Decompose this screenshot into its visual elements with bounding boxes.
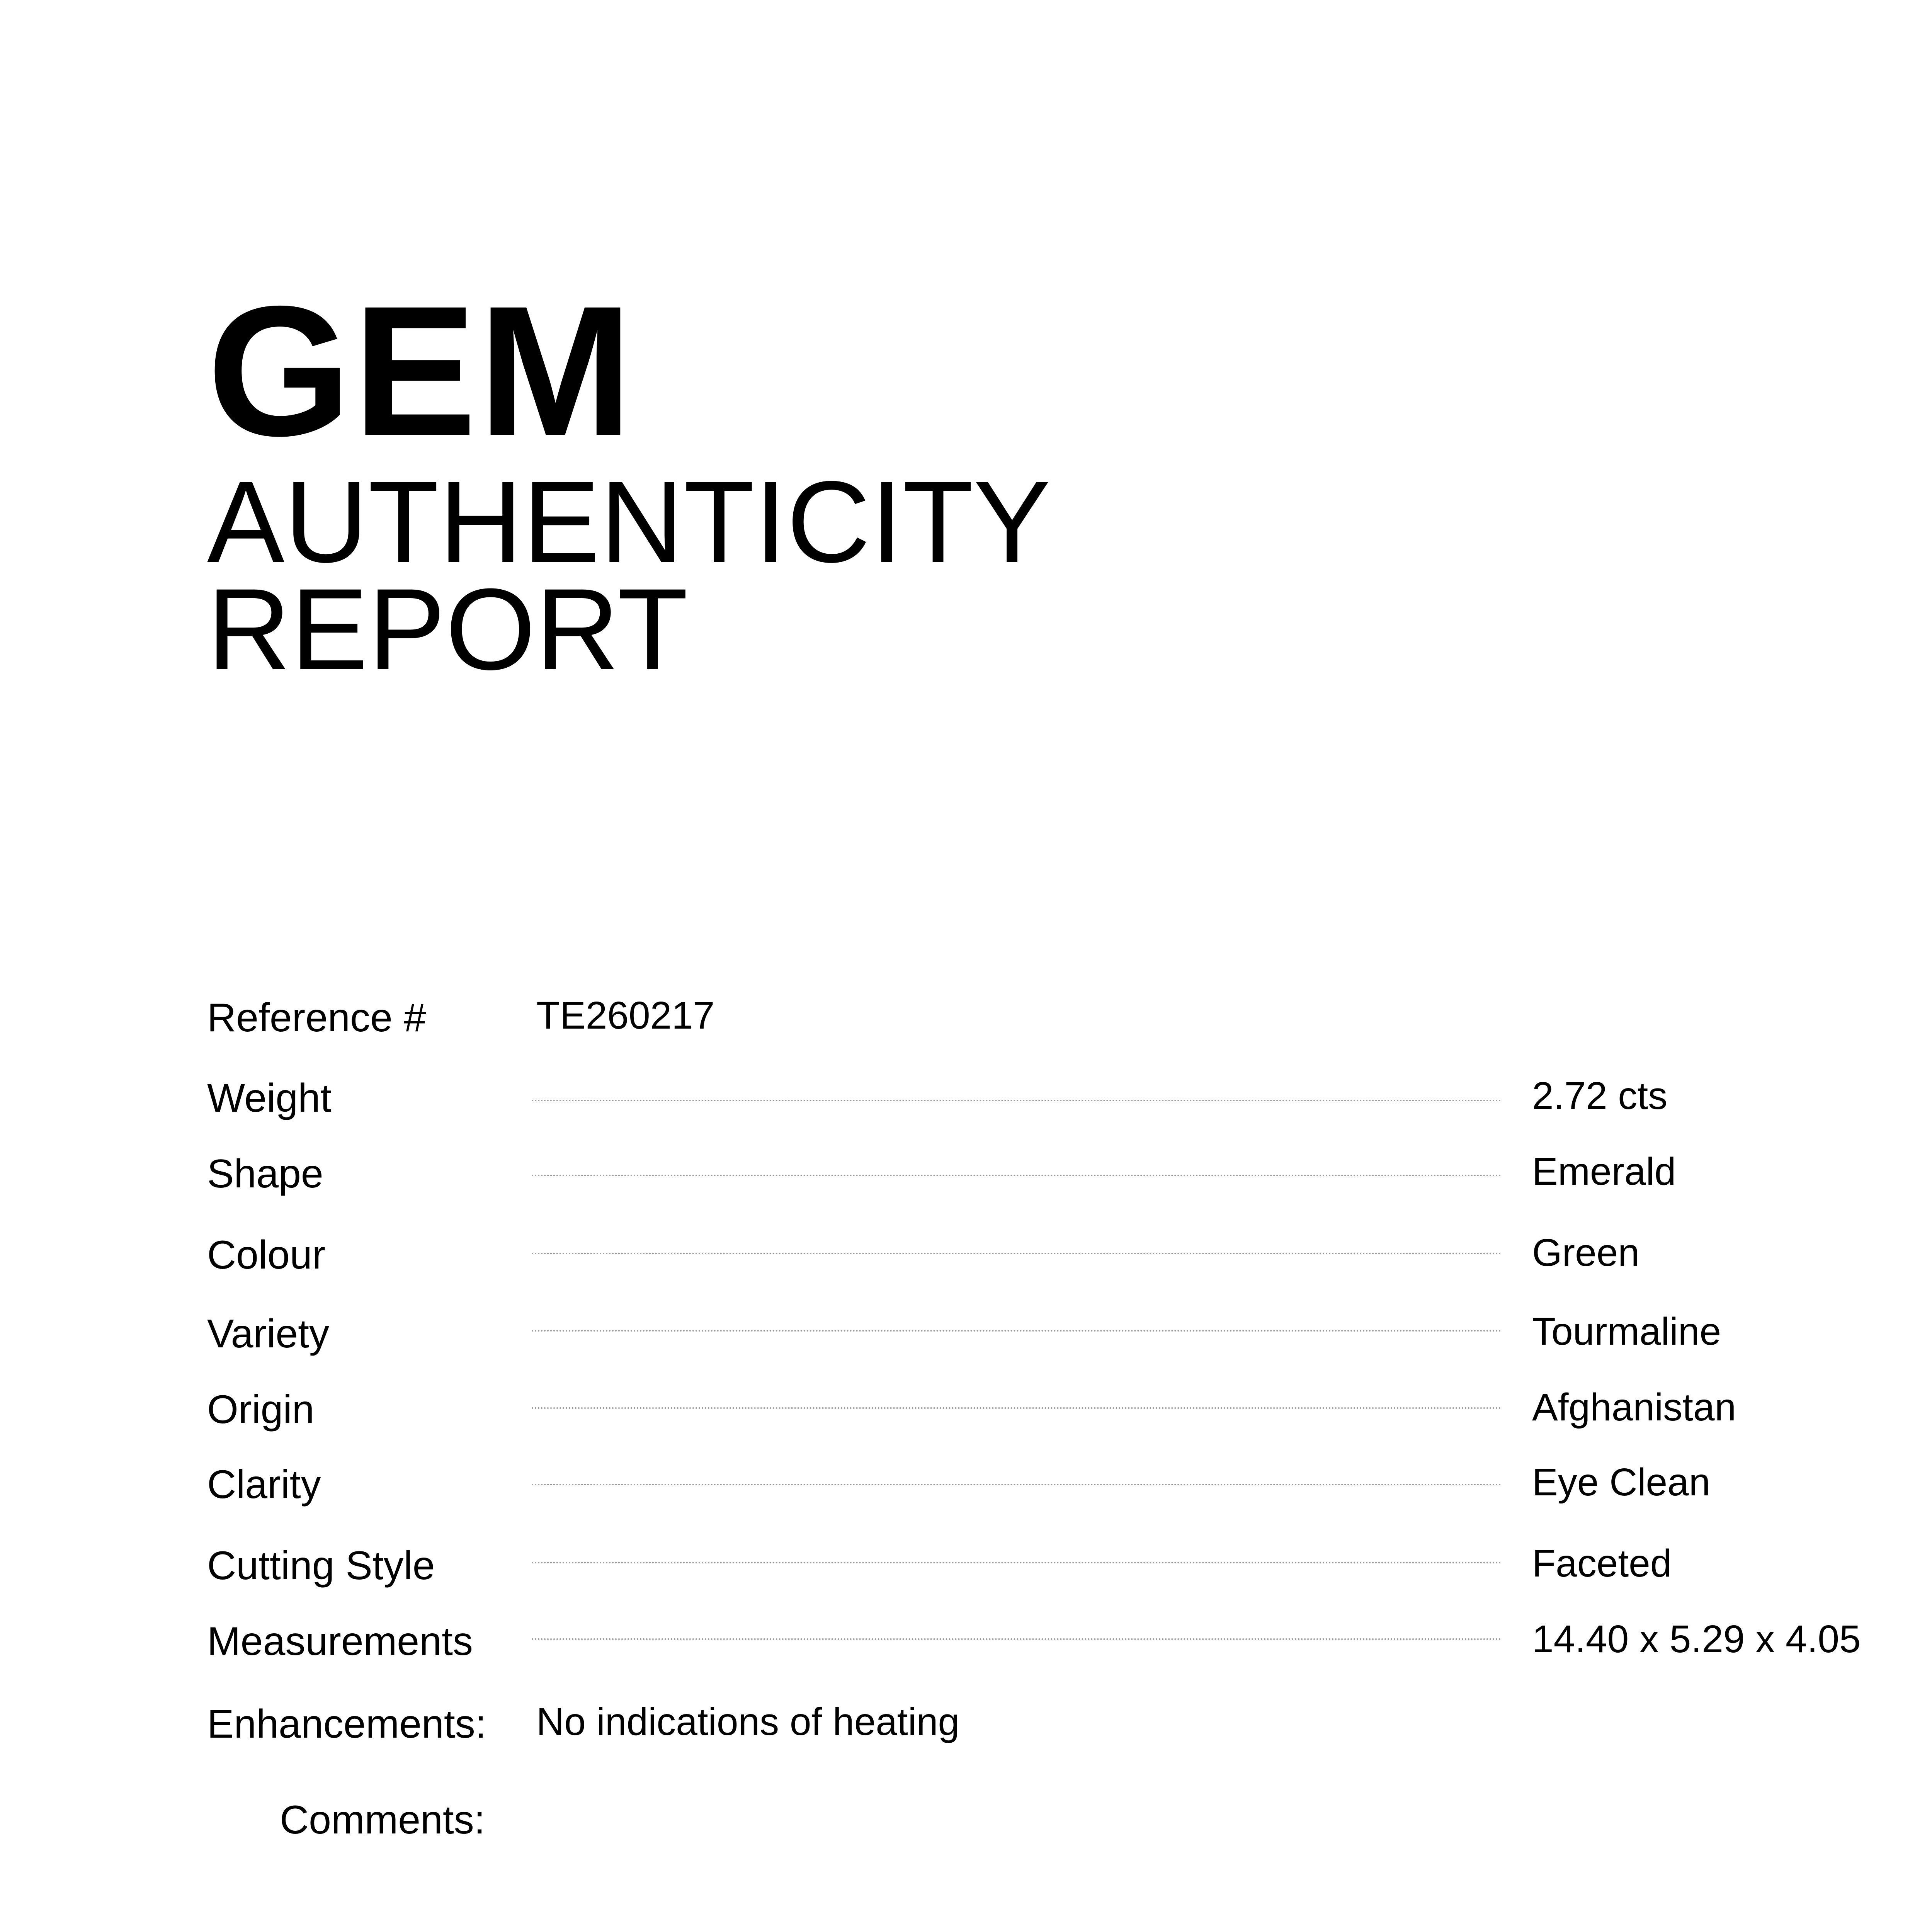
- dotted-leader: [532, 1407, 1502, 1409]
- spec-value: 14.40 x 5.29 x 4.05: [1532, 1617, 1861, 1661]
- dotted-leader: [532, 1484, 1502, 1485]
- spec-value: Eye Clean: [1532, 1461, 1711, 1504]
- spec-value: Afghanistan: [1532, 1386, 1736, 1429]
- enhancements-label: Enhancements:: [207, 1702, 486, 1747]
- dotted-leader: [532, 1330, 1502, 1332]
- dotted-leader: [532, 1638, 1502, 1640]
- spec-value: Faceted: [1532, 1542, 1672, 1585]
- enhancements-value: No indications of heating: [536, 1700, 960, 1743]
- spec-label: Colour: [207, 1233, 326, 1277]
- spec-value: Emerald: [1532, 1150, 1676, 1193]
- spec-label: Measurements: [207, 1619, 473, 1664]
- spec-label: Shape: [207, 1151, 323, 1196]
- reference-value: TE260217: [536, 994, 715, 1037]
- spec-value: Green: [1532, 1231, 1639, 1274]
- report-title-report: REPORT: [207, 564, 688, 694]
- spec-value: Tourmaline: [1532, 1310, 1721, 1353]
- spec-label: Origin: [207, 1387, 315, 1432]
- report-title-gem: GEM: [207, 267, 634, 474]
- dotted-leader: [532, 1253, 1502, 1254]
- spec-label: Cutting Style: [207, 1543, 435, 1588]
- spec-value: 2.72 cts: [1532, 1074, 1668, 1117]
- report-title-authenticity: AUTHENTICITY: [207, 457, 1051, 587]
- dotted-leader: [532, 1175, 1502, 1176]
- dotted-leader: [532, 1562, 1502, 1563]
- comments-label: Comments:: [280, 1798, 485, 1842]
- spec-label: Clarity: [207, 1462, 321, 1507]
- spec-label: Variety: [207, 1311, 329, 1356]
- reference-label: Reference #: [207, 995, 426, 1040]
- dotted-leader: [532, 1100, 1502, 1101]
- spec-label: Weight: [207, 1076, 332, 1121]
